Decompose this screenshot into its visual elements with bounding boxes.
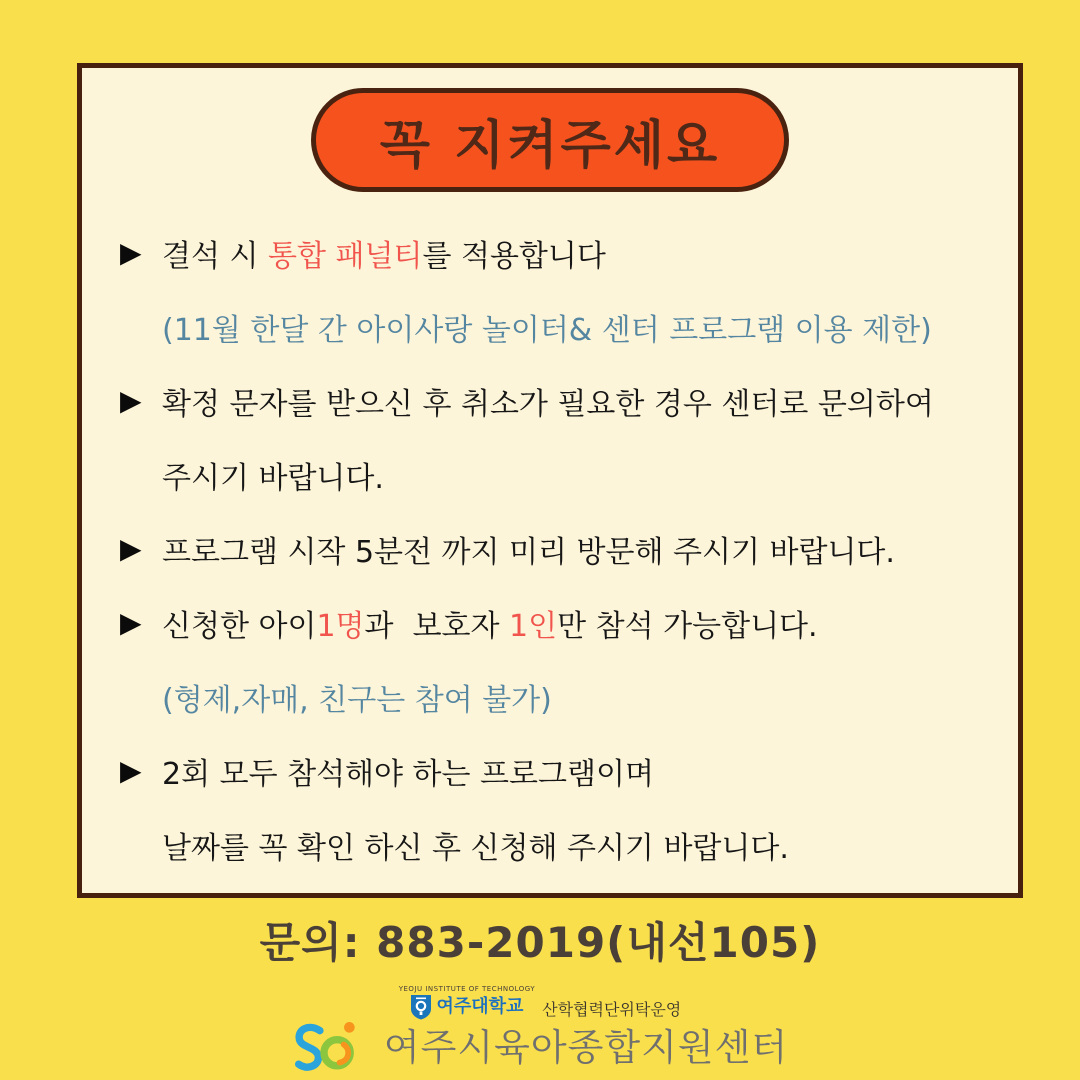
notice-text: 2회 모두 참석해야 하는 프로그램이며	[162, 757, 654, 792]
university-english-name: YEOJU INSTITUTE OF TECHNOLOGY	[398, 985, 536, 993]
notice-text: 프로그램 시작 5분전 까지 미리 방문해 주시기 바랍니다.	[162, 535, 895, 570]
notice-line-4	[120, 438, 992, 512]
center-logo-icon	[292, 1020, 374, 1074]
notice-line-9	[120, 808, 992, 882]
contact-info: 문의: 883-2019(내선105)	[259, 918, 821, 967]
triangle-bullet-icon: ▶	[120, 754, 142, 787]
notice-card	[77, 63, 1023, 898]
notice-text-highlight: 1명	[316, 609, 365, 644]
notice-text: 신청한 아이	[162, 609, 317, 644]
center-logo-row	[292, 1020, 788, 1074]
notice-line-7	[120, 660, 992, 734]
notice-text: 확정 문자를 받으신 후 취소가 필요한 경우 센터로 문의하여	[162, 387, 934, 422]
operation-label: 산학협력단위탁운영	[542, 1000, 682, 1019]
notice-text: 만 참석 가능합니다.	[557, 609, 818, 644]
notice-line-5	[120, 512, 992, 586]
notice-text: 과 보호자	[364, 609, 510, 644]
notice-text: 를 적용합니다	[422, 239, 606, 274]
notice-list	[120, 216, 992, 882]
notice-subnote: (형제,자매, 친구는 참여 불가)	[162, 683, 552, 718]
university-main	[410, 994, 523, 1020]
notice-line-3	[120, 364, 992, 438]
notice-subnote: (11월 한달 간 아이사랑 놀이터& 센터 프로그램 이용 제한)	[162, 313, 932, 348]
badge-title: 꼭 지켜주세요	[379, 115, 721, 176]
notice-text: 주시기 바랍니다.	[162, 461, 384, 496]
notice-line-8	[120, 734, 992, 808]
notice-text: 날짜를 꼭 확인 하신 후 신청해 주시기 바랍니다.	[162, 831, 789, 866]
university-name: 여주대학교	[436, 996, 524, 1017]
notice-line-6	[120, 586, 992, 660]
notice-text-highlight: 통합 패널티	[268, 239, 423, 274]
triangle-bullet-icon: ▶	[120, 384, 142, 417]
notice-line-1	[120, 216, 992, 290]
university-logo-row	[399, 986, 682, 1020]
footer-logos	[0, 986, 1080, 1074]
university-shield-icon	[410, 994, 432, 1020]
notice-text: 결석 시	[162, 239, 269, 274]
triangle-bullet-icon: ▶	[120, 532, 142, 565]
notice-text-highlight: 1인	[509, 609, 558, 644]
university-block	[399, 986, 535, 1020]
title-badge	[311, 88, 789, 192]
notice-line-2	[120, 290, 992, 364]
triangle-bullet-icon: ▶	[120, 606, 142, 639]
triangle-bullet-icon: ▶	[120, 236, 142, 269]
center-name: 여주시육아종합지원센터	[383, 1025, 789, 1069]
